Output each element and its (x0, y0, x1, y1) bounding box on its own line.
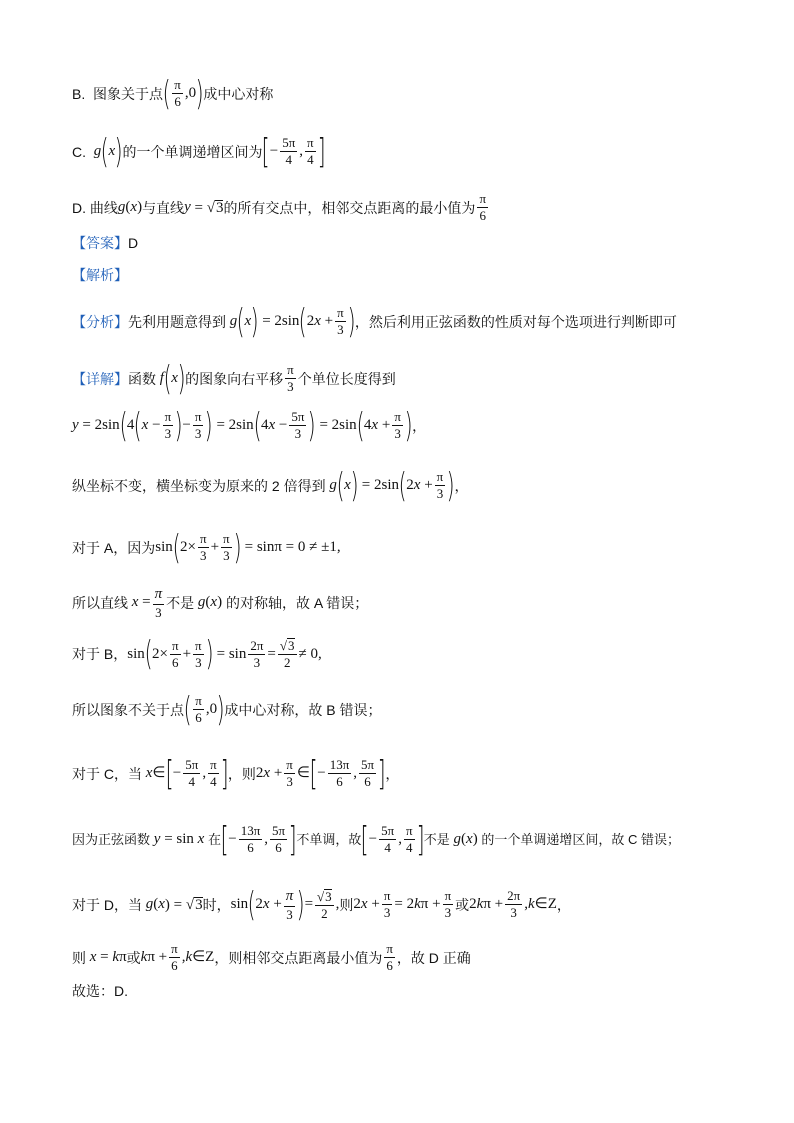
option-d: D. 曲线 g ( x ) 与直线 y = √3 的所有交点中，相邻交点距离的最小值为 $\frac{\pi}{6}$ (72, 191, 487, 224)
case-b-1: 对于 B， sin ( 2× $\frac{\pi}{6}$ + $\frac{\pi}{3}$ ) = sin $\frac{2\pi}{3}$ = $\frac{√3}{2}$ ≠ 0, (72, 634, 322, 674)
equation-2: 纵坐标不变，横坐标变为原来的 2 倍得到 g ( x ) = 2sin ( 2 x + $\frac{\pi}{3}$ ) ， (72, 465, 469, 506)
analysis-tag: 【解析】 (72, 267, 128, 283)
case-d-1: 对于 D，当 g ( x ) = √3 时， sin ( 2 x + $\frac{\pi}{3}$ ) = $\frac{√3}{2}$ , 则 2 x + $\frac{\pi}{3}$ = 2 k π + $\frac{\pi}{3}$ 或 2 k π + $\frac{2\pi}{3}$ , k ∈Z ， (72, 884, 571, 925)
case-a-1: 对于 A，因为 sin ( 2× $\frac{\pi}{3}$ + $\frac{\pi}{3}$ ) = sinπ = 0 ≠ ±1, (72, 527, 341, 568)
answer-line (72, 236, 138, 250)
xiangjie-line: 【详解】 函数 f ( x ) 的图象向右平移 $\frac{\pi}{3}$ 个单位长度得到 (72, 358, 396, 399)
case-d-2: 则 x = k π 或 k π + $\frac{\pi}{6}$ , k ∈Z ，则相邻交点距离最小值为 $\frac{\pi}{6}$ ，故 D 正确 (72, 941, 471, 974)
analysis-line (72, 268, 128, 282)
case-c-2: 因为正弦函数 y = sin x 在 [ − $\frac{13\pi}{6}$ , $\frac{5\pi}{6}$ ] 不单调，故 [ − $\frac{5\pi}{4}$ , $\frac{\pi}{4}$ ] 不是 g ( x ) 的一个单调递增区间，故 C 错误； (72, 819, 680, 860)
case-a-2: 所以直线 x = $\frac{\pi}{3}$ 不是 g ( x ) 的对称轴，故 A 错误； (72, 586, 369, 620)
fenxi-line: 【分析】 先利用题意得到 g ( x ) = 2sin ( 2 x + $\frac{\pi}{3}$ ) ，然后利用正弦函数的性质对每个选项进行判断即可 (72, 301, 677, 342)
case-c-1: 对于 C，当 x ∈ [ − $\frac{5\pi}{4}$ , $\frac{\pi}{4}$ ] ，则 2 x + $\frac{\pi}{3}$ ∈ [ − $\frac{13\pi}{6}$ , $\frac{5\pi}{6}$ ] ， (72, 753, 400, 794)
answer-tag: 【答案】 (72, 235, 128, 251)
option-c: C. g ( x ) 的一个单调递增区间为 [ − $\frac{5\pi}{4}$ , $\frac{\pi}{4}$ ] (72, 131, 326, 172)
equation-1: y = 2sin ( 4 ( x − $\frac{\pi}{3}$ ) − $\frac{\pi}{3}$ ) = 2sin ( 4 x − $\frac{5\pi}{3}$ ) = 2sin ( 4 x + $\frac{\pi}{3}$ ) ， (72, 405, 427, 446)
case-b-2: 所以图象不关于点 ( $\frac{\pi}{6}$ ,0 ) 成中心对称，故 B 错误； (72, 689, 382, 730)
option-b: B. 图象关于点 ( $\frac{\pi}{6}$ ,0 ) 成中心对称 (72, 73, 274, 114)
final-choice: 故选：D. (72, 983, 128, 999)
answer-value: D (128, 235, 139, 251)
